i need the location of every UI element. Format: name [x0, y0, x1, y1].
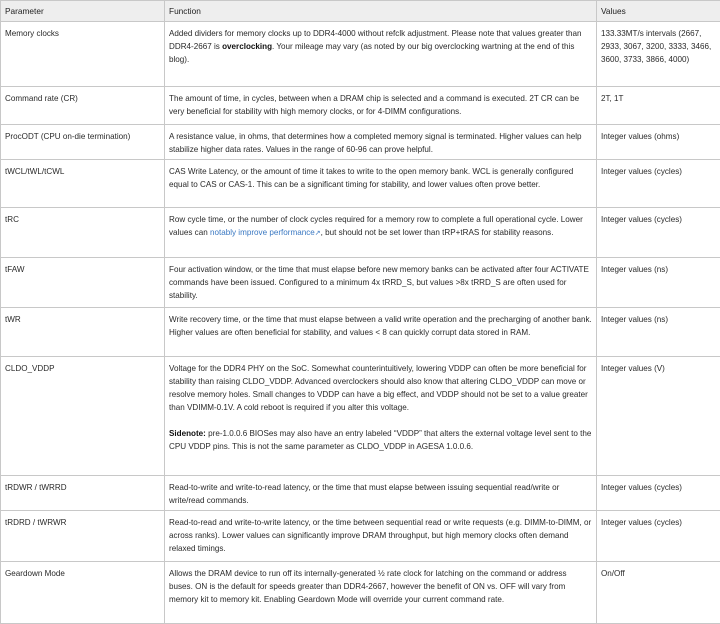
values-cell: Integer values (cycles): [597, 511, 720, 562]
function-cell: Row cycle time, or the number of clock cycles required for a memory row to complete a full operational cycle. Lower values can notably improve performance↗, but should not be set lower than tRP+tRAS for stability reasons.: [165, 208, 597, 258]
values-cell: 133.33MT/s intervals (2667, 2933, 3067, 3200, 3333, 3466, 3600, 3733, 3866, 4000): [597, 22, 720, 87]
values-cell: Integer values (cycles): [597, 208, 720, 258]
table-row: [1, 87, 720, 125]
table-row: [1, 476, 720, 511]
table-header-row: [1, 1, 720, 22]
overclocking-emphasis: overclocking: [222, 42, 272, 51]
function-cell: Read-to-write and write-to-read latency, or the time that must elapse between issuing sequential read/write or write/read commands.: [165, 476, 597, 511]
parameter-cell: tRDRD / tWRWR: [1, 511, 165, 562]
values-cell: Integer values (cycles): [597, 476, 720, 511]
table-row: [1, 308, 720, 357]
function-cell: A resistance value, in ohms, that determines how a completed memory signal is terminated. Higher values can help stabilize higher data rates. Values in the range of 60-96 can prove helpful.: [165, 125, 597, 160]
parameter-cell: Command rate (CR): [1, 87, 165, 125]
parameter-cell: Memory clocks: [1, 22, 165, 87]
values-cell: 2T, 1T: [597, 87, 720, 125]
parameter-cell: tRDWR / tWRRD: [1, 476, 165, 511]
parameter-cell: tWR: [1, 308, 165, 357]
sidenote-label: Sidenote:: [169, 429, 206, 438]
function-cell: Added dividers for memory clocks up to DDR4-4000 without refclk adjustment. Please note that values greater than DDR4-2667 is overclocking. Your mileage may vary (as noted by our big overclocking wartning at the end of this blog).: [165, 22, 597, 87]
external-link-icon: ↗: [315, 230, 321, 237]
values-cell: Integer values (V): [597, 357, 720, 476]
improve-performance-link[interactable]: notably improve performance: [210, 228, 315, 237]
parameter-cell: tRC: [1, 208, 165, 258]
table-row: [1, 511, 720, 562]
parameter-cell: CLDO_VDDP: [1, 357, 165, 476]
header-parameter: Parameter: [1, 1, 165, 22]
table-row: [1, 357, 720, 476]
values-cell: Integer values (cycles): [597, 160, 720, 208]
function-cell: Four activation window, or the time that must elapse before new memory banks can be activated after four ACTIVATE commands have been issued. Configured to a minimum 4x tRRD_S, but values >8x tRRD_S are often used for stability.: [165, 258, 597, 308]
header-function: Function: [165, 1, 597, 22]
function-cell: Allows the DRAM device to run off its internally-generated ½ rate clock for latching on the command or address buses. ON is the default for speeds greater than DDR4-2667, however the benefit of ON vs. OFF will vary from memory kit to memory kit. Enabling Geardown Mode will override your current command rate.: [165, 562, 597, 624]
table-row: [1, 562, 720, 624]
parameter-cell: Geardown Mode: [1, 562, 165, 624]
table-row: [1, 258, 720, 308]
table-row: [1, 22, 720, 87]
function-cell: Write recovery time, or the time that must elapse between a valid write operation and the precharging of another bank. Higher values are often beneficial for stability, and values < 8 can quickly corrupt data stored in RAM.: [165, 308, 597, 357]
header-values: Values: [597, 1, 720, 22]
function-cell: Read-to-read and write-to-write latency, or the time between sequential read or write requests (e.g. DIMM-to-DIMM, or across ranks). Lower values can significantly improve DRAM throughput, but high memory clocks often demand relaxed timings.: [165, 511, 597, 562]
function-cell: CAS Write Latency, or the amount of time it takes to write to the open memory bank. WCL is generally configured equal to CAS or CAS-1. This can be a significant timing for stability, and lower values often prove better.: [165, 160, 597, 208]
parameter-cell: tFAW: [1, 258, 165, 308]
values-cell: Integer values (ohms): [597, 125, 720, 160]
function-cell: The amount of time, in cycles, between when a DRAM chip is selected and a command is executed. 2T CR can be very beneficial for stability with high memory clocks, or for 4-DIMM configurations.: [165, 87, 597, 125]
table-row: [1, 208, 720, 258]
parameter-cell: tWCL/tWL/tCWL: [1, 160, 165, 208]
values-cell: On/Off: [597, 562, 720, 624]
table-row: [1, 125, 720, 160]
function-cell: Voltage for the DDR4 PHY on the SoC. Somewhat counterintuitively, lowering VDDP can often be more beneficial for stability than raising CLDO_VDDP. Advanced overclockers should also know that altering CLDO_VDDP can move or resolve memory holes. Small changes to VDDP can have a big effect, and VDDP should not be set to a value greater than VDIMM-0.1V. A cold reboot is required if you alter this voltage. Sidenote: pre-1.0.0.6 BIOSes may also have an entry labeled “VDDP” that alters the external voltage level sent to the CPU VDDP pins. This is not the same parameter as CLDO_VDDP in AGESA 1.0.0.6.: [165, 357, 597, 476]
table-row: [1, 160, 720, 208]
values-cell: Integer values (ns): [597, 308, 720, 357]
parameter-cell: ProcODT (CPU on-die termination): [1, 125, 165, 160]
values-cell: Integer values (ns): [597, 258, 720, 308]
